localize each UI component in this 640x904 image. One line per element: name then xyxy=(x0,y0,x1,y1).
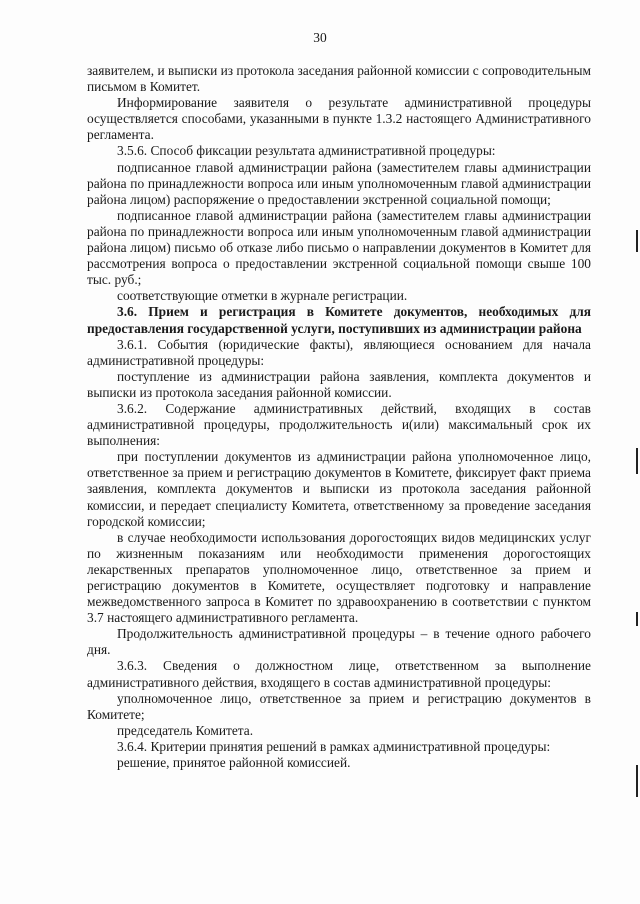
scan-edge-mark xyxy=(636,612,638,626)
paragraph: Продолжительность административной процедуры – в течение одного рабочего дня. xyxy=(87,626,591,658)
page-number: 30 xyxy=(313,30,327,45)
scan-edge-mark xyxy=(636,230,638,252)
paragraph: председатель Комитета. xyxy=(117,722,254,738)
paragraph: 3.6.3. Сведения о должностном лице, ответственном за выполнение административного действия, входящего в состав административной процедуры: xyxy=(87,658,591,690)
paragraph: подписанное главой администрации района (заместителем главы администрации района по принадлежности вопроса или иным уполномоченным главой администрации района лицом) письмо об отказе либо письмо о направлении документов в Комитет для рассмотрения вопроса о предоставлении экстренной социальной помощи свыше 100 тыс. руб.; xyxy=(87,207,591,288)
paragraph: 3.5.6. Способ фиксации результата административной процедуры: xyxy=(117,143,496,159)
paragraph: заявителем, и выписки из протокола заседания районной комиссии с сопроводительным письмом в Комитет. xyxy=(87,63,591,95)
paragraph: подписанное главой администрации района (заместителем главы администрации района по принадлежности вопроса или иным уполномоченным главой администрации района лицом) распоряжение о предоставлении экстренной социальной помощи; xyxy=(87,159,591,207)
paragraph: поступление из администрации района заявления, комплекта документов и выписки из протокола заседания районной комиссии. xyxy=(87,368,591,400)
paragraph: 3.6.1. События (юридические факты), являющиеся основанием для начала административной процедуры: xyxy=(87,336,591,368)
paragraph: Информирование заявителя о результате административной процедуры осуществляется способами, указанными в пункте 1.3.2 настоящего Административного регламента. xyxy=(87,95,591,143)
section-heading: 3.6. Прием и регистрация в Комитете документов, необходимых для предоставления государственной услуги, поступивших из администрации района xyxy=(87,304,591,336)
paragraph: при поступлении документов из администрации района уполномоченное лицо, ответственное за прием и регистрацию документов в Комитете, фиксирует факт приема заявления, комплекта документов и выписки из протокола заседания районной комиссии, и передает специалисту Комитета, ответственному за проведение заседания городской комиссии; xyxy=(87,449,591,529)
paragraph: решение, принятое районной комиссией. xyxy=(117,755,351,771)
document-body xyxy=(87,63,591,771)
paragraph: 3.6.4. Критерии принятия решений в рамках административной процедуры: xyxy=(117,738,551,754)
paragraph: соответствующие отметки в журнале регистрации. xyxy=(117,288,408,304)
paragraph: уполномоченное лицо, ответственное за прием и регистрацию документов в Комитете; xyxy=(87,690,591,722)
scan-edge-mark xyxy=(636,765,638,797)
paragraph: 3.6.2. Содержание административных действий, входящих в состав административной процедуры, продолжительность и(или) максимальный срок их выполнения: xyxy=(87,400,591,449)
paragraph: в случае необходимости использования дорогостоящих видов медицинских услуг по жизненным показаниям или необходимости применения дорогостоящих лекарственных препаратов уполномоченное лицо, ответственное за прием и регистрацию документов в Комитете, осуществляет подготовку и направление межведомственного запроса в Комитет по здравоохранению в соответствии с пунктом 3.7 настоящего административного регламента. xyxy=(87,529,591,626)
scan-edge-mark xyxy=(636,448,638,474)
